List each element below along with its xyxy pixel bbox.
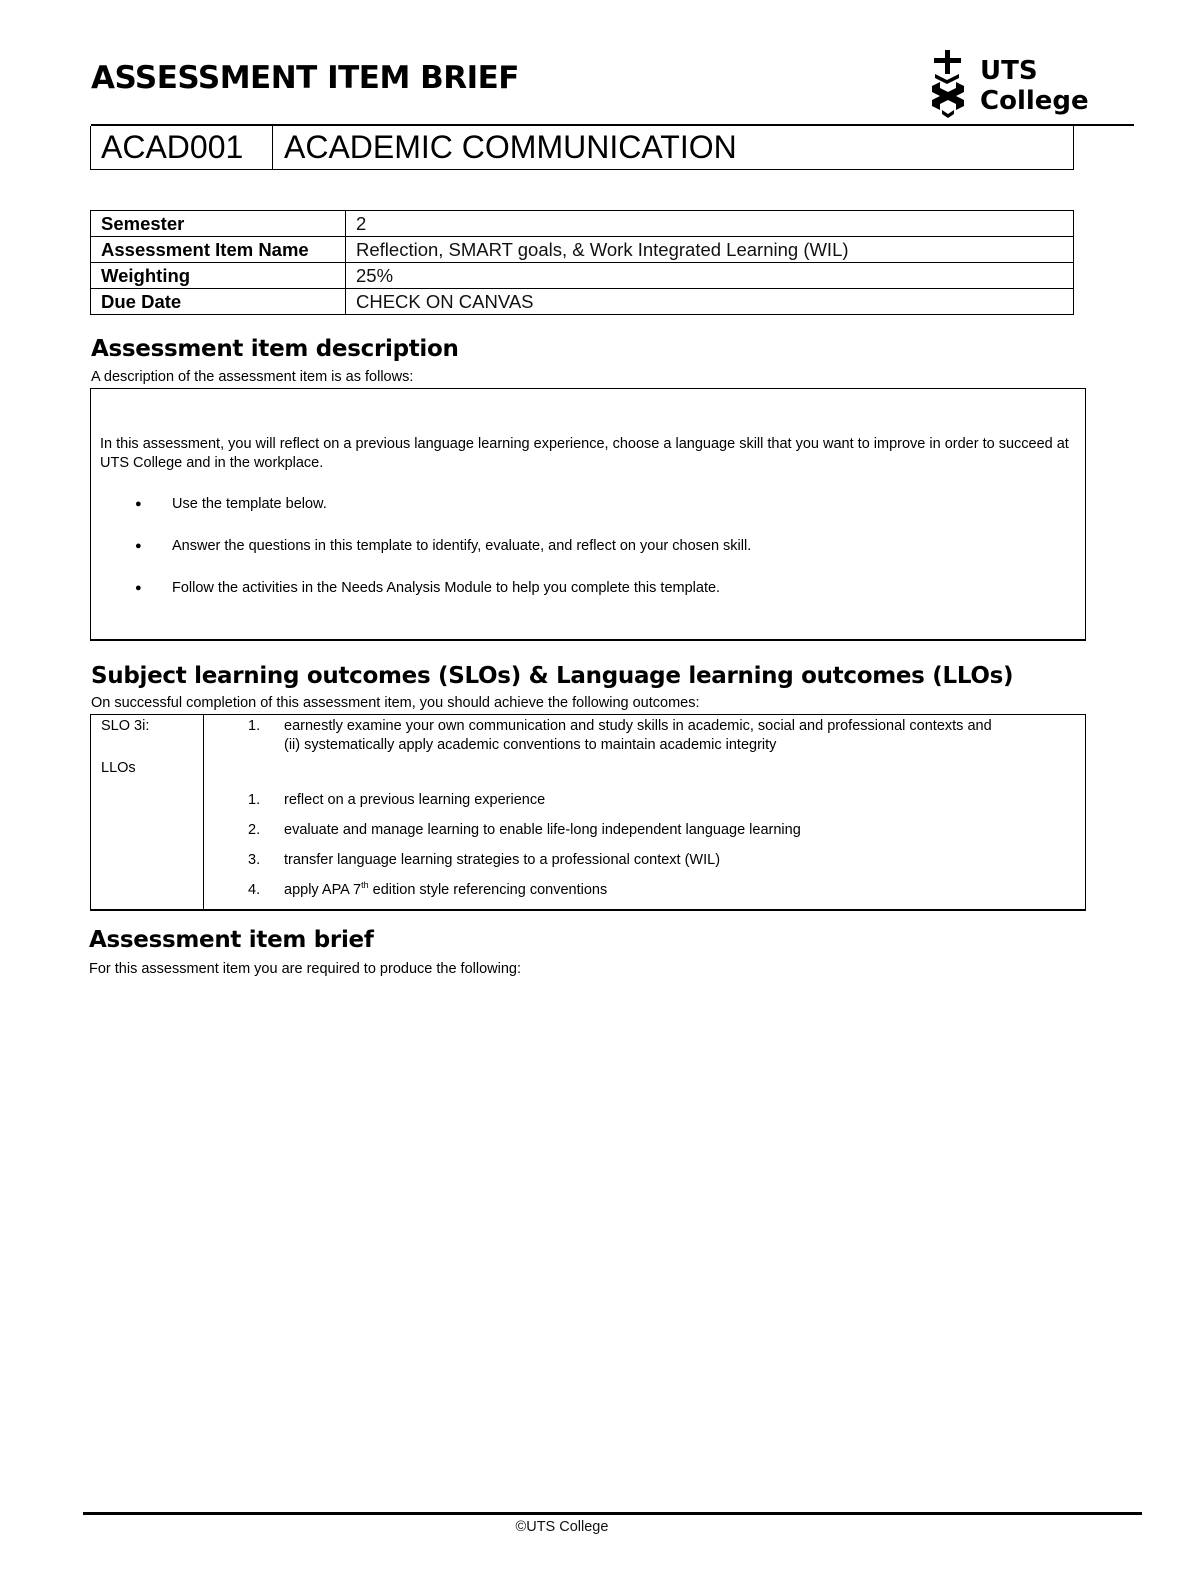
info-value: CHECK ON CANVAS [346, 289, 1074, 315]
info-row-weighting [91, 263, 1074, 289]
description-paragraph: In this assessment, you will reflect on a previous language learning experience, choose a language skill that you want to improve in order to succeed at UTS College and in the workplace. [100, 436, 1069, 471]
logo-text-college: College [980, 86, 1089, 116]
slo-text-line2: (ii) systematically apply academic conventions to maintain academic integrity [284, 737, 777, 753]
outcomes-table [90, 714, 1086, 911]
outcome-number: 2. [248, 822, 261, 838]
llo-text-part: apply APA 7 [284, 882, 362, 898]
bullet-icon: ● [135, 540, 142, 552]
bullet-icon: ● [135, 498, 142, 510]
slo-text-line1: earnestly examine your own communication and study skills in academic, social and professional contexts and [284, 718, 992, 734]
outcome-number: 1. [248, 718, 261, 734]
description-box [90, 388, 1086, 641]
description-intro: A description of the assessment item is as follows: [91, 369, 414, 385]
info-row-due-date [91, 289, 1074, 315]
subject-table [90, 126, 1074, 170]
info-label: Semester [91, 211, 346, 237]
footer-divider [83, 1512, 1142, 1515]
brief-intro: For this assessment item you are required to produce the following: [89, 961, 521, 977]
footer-copyright: ©UTS College [515, 1519, 609, 1535]
llo-text: evaluate and manage learning to enable life-long independent language learning [284, 822, 801, 838]
description-heading: Assessment item description [91, 336, 459, 362]
bullet-icon: ● [135, 582, 142, 594]
slo-label: SLO 3i: [101, 718, 150, 734]
info-value: 25% [346, 263, 1074, 289]
assessment-info-table [90, 210, 1074, 315]
brief-heading: Assessment item brief [89, 927, 374, 953]
info-label: Assessment Item Name [91, 237, 346, 263]
llo-text-part: edition style referencing conventions [368, 882, 608, 898]
llo-text: reflect on a previous learning experience [284, 792, 546, 808]
info-label: Due Date [91, 289, 346, 315]
outcomes-intro: On successful completion of this assessment item, you should achieve the following outcomes: [91, 695, 700, 711]
outcomes-heading: Subject learning outcomes (SLOs) & Language learning outcomes (LLOs) [91, 663, 1014, 689]
uts-college-emblem-icon [926, 48, 970, 120]
uts-college-logo [926, 48, 1096, 122]
llo-text: transfer language learning strategies to a professional context (WIL) [284, 852, 721, 868]
document-title: ASSESSMENT ITEM BRIEF [91, 60, 519, 96]
column-divider [203, 715, 204, 909]
llo-text-superscript: th [361, 880, 369, 891]
outcome-number: 1. [248, 792, 261, 808]
bullet-text: Follow the activities in the Needs Analysis Module to help you complete this template. [172, 580, 721, 596]
info-row-semester [91, 211, 1074, 237]
subject-name: ACADEMIC COMMUNICATION [284, 129, 737, 165]
outcome-number: 4. [248, 882, 261, 898]
bullet-text: Answer the questions in this template to identify, evaluate, and reflect on your chosen skill. [172, 538, 752, 554]
info-label: Weighting [91, 263, 346, 289]
logo-text-uts: UTS [980, 56, 1038, 86]
bullet-text: Use the template below. [172, 496, 327, 512]
info-row-item-name [91, 237, 1074, 263]
info-value: Reflection, SMART goals, & Work Integrated Learning (WIL) [346, 237, 1074, 263]
outcome-number: 3. [248, 852, 261, 868]
subject-code: ACAD001 [91, 126, 273, 169]
llo-text [284, 881, 607, 900]
llo-label: LLOs [101, 760, 136, 776]
info-value: 2 [346, 211, 1074, 237]
